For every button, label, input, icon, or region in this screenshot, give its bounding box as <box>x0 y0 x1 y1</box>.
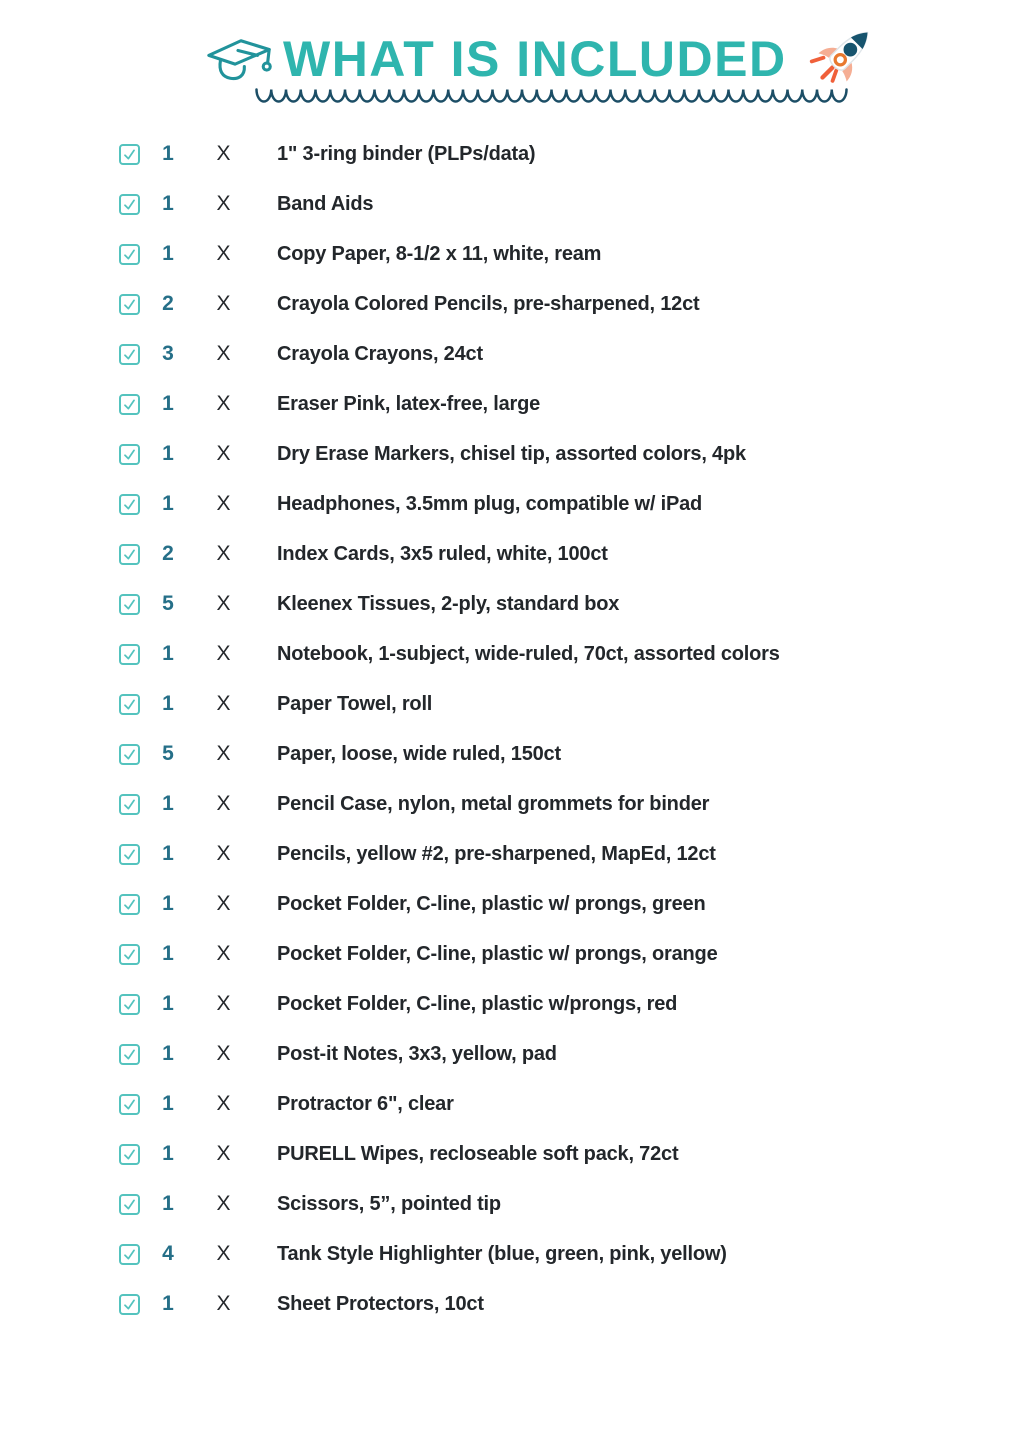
multiply-x: X <box>216 742 231 765</box>
quantity: 4 <box>162 1242 174 1265</box>
item-label: Paper Towel, roll <box>277 692 433 715</box>
checkbox[interactable] <box>119 594 140 615</box>
checkbox[interactable] <box>119 344 140 365</box>
item-label: Dry Erase Markers, chisel tip, assorted colors, 4pk <box>277 442 746 465</box>
item-label: Post-it Notes, 3x3, yellow, pad <box>277 1042 557 1065</box>
item-label: Copy Paper, 8-1/2 x 11, white, ream <box>277 242 602 265</box>
multiply-x: X <box>216 892 231 915</box>
checkbox[interactable] <box>119 1244 140 1265</box>
item-label: Band Aids <box>277 192 374 215</box>
multiply-x: X <box>216 1292 231 1315</box>
item-label: 1" 3-ring binder (PLPs/data) <box>277 142 536 165</box>
list-item <box>119 629 949 679</box>
quantity: 1 <box>162 242 174 265</box>
item-label: Index Cards, 3x5 ruled, white, 100ct <box>277 542 608 565</box>
checkbox[interactable] <box>119 844 140 865</box>
quantity: 1 <box>162 492 174 515</box>
list-item <box>119 1129 949 1179</box>
quantity: 5 <box>162 742 174 765</box>
item-label: Pocket Folder, C-line, plastic w/ prongs, orange <box>277 942 718 965</box>
quantity: 1 <box>162 942 174 965</box>
quantity: 1 <box>162 1092 174 1115</box>
list-item <box>119 1279 949 1329</box>
checkmark-icon <box>122 1197 137 1212</box>
quantity: 1 <box>162 842 174 865</box>
list-item <box>119 979 949 1029</box>
quantity: 2 <box>162 542 174 565</box>
checkmark-icon <box>122 247 137 262</box>
multiply-x: X <box>216 542 231 565</box>
item-label: PURELL Wipes, recloseable soft pack, 72ct <box>277 1142 679 1165</box>
quantity: 1 <box>162 1042 174 1065</box>
item-label: Notebook, 1-subject, wide-ruled, 70ct, assorted colors <box>277 642 780 665</box>
list-item <box>119 1029 949 1079</box>
item-label: Paper, loose, wide ruled, 150ct <box>277 742 561 765</box>
list-item <box>119 1079 949 1129</box>
list-item <box>119 229 949 279</box>
item-label: Crayola Colored Pencils, pre-sharpened, 12ct <box>277 292 700 315</box>
quantity: 1 <box>162 692 174 715</box>
checkmark-icon <box>122 947 137 962</box>
checkbox[interactable] <box>119 894 140 915</box>
checkmark-icon <box>122 647 137 662</box>
checkbox[interactable] <box>119 1094 140 1115</box>
checkbox[interactable] <box>119 544 140 565</box>
quantity: 1 <box>162 792 174 815</box>
multiply-x: X <box>216 1242 231 1265</box>
checkmark-icon <box>122 1247 137 1262</box>
list-item <box>119 1229 949 1279</box>
checkbox[interactable] <box>119 244 140 265</box>
checkbox[interactable] <box>119 1044 140 1065</box>
checkmark-icon <box>122 1297 137 1312</box>
checkmark-icon <box>122 497 137 512</box>
checkbox[interactable] <box>119 444 140 465</box>
multiply-x: X <box>216 592 231 615</box>
item-label: Scissors, 5”, pointed tip <box>277 1192 501 1215</box>
checkmark-icon <box>122 1047 137 1062</box>
quantity: 1 <box>162 892 174 915</box>
item-label: Pocket Folder, C-line, plastic w/ prongs, green <box>277 892 706 915</box>
quantity: 1 <box>162 1142 174 1165</box>
multiply-x: X <box>216 142 231 165</box>
checkmark-icon <box>122 547 137 562</box>
checkbox[interactable] <box>119 194 140 215</box>
list-item <box>119 779 949 829</box>
checkmark-icon <box>122 197 137 212</box>
multiply-x: X <box>216 992 231 1015</box>
list-item <box>119 279 949 329</box>
quantity: 1 <box>162 392 174 415</box>
quantity: 1 <box>162 1292 174 1315</box>
checkmark-icon <box>122 1147 137 1162</box>
quantity: 1 <box>162 192 174 215</box>
multiply-x: X <box>216 1142 231 1165</box>
quantity: 1 <box>162 1192 174 1215</box>
item-label: Protractor 6", clear <box>277 1092 454 1115</box>
checkmark-icon <box>122 147 137 162</box>
multiply-x: X <box>216 1042 231 1065</box>
item-label: Crayola Crayons, 24ct <box>277 342 483 365</box>
list-item <box>119 479 949 529</box>
item-label: Pencils, yellow #2, pre-sharpened, MapEd, 12ct <box>277 842 716 865</box>
item-label: Pocket Folder, C-line, plastic w/prongs, red <box>277 992 678 1015</box>
checkmark-icon <box>122 847 137 862</box>
checkbox[interactable] <box>119 1194 140 1215</box>
quantity: 5 <box>162 592 174 615</box>
list-item <box>119 579 949 629</box>
checkmark-icon <box>122 897 137 912</box>
item-label: Tank Style Highlighter (blue, green, pink, yellow) <box>277 1242 727 1265</box>
checkmark-icon <box>122 997 137 1012</box>
wavy-underline <box>255 87 845 105</box>
list-item <box>119 679 949 729</box>
list-item <box>119 429 949 479</box>
quantity: 1 <box>162 992 174 1015</box>
multiply-x: X <box>216 1192 231 1215</box>
list-item <box>119 379 949 429</box>
checkbox[interactable] <box>119 994 140 1015</box>
checkbox[interactable] <box>119 794 140 815</box>
checkmark-icon <box>122 397 137 412</box>
multiply-x: X <box>216 492 231 515</box>
page-title: WHAT IS INCLUDED <box>283 31 787 87</box>
item-label: Eraser Pink, latex-free, large <box>277 392 541 415</box>
list-item <box>119 129 949 179</box>
checkbox[interactable] <box>119 394 140 415</box>
supply-list <box>119 129 949 1329</box>
list-item <box>119 829 949 879</box>
item-label: Sheet Protectors, 10ct <box>277 1292 484 1315</box>
checkmark-icon <box>122 597 137 612</box>
item-label: Pencil Case, nylon, metal grommets for binder <box>277 792 710 815</box>
list-item <box>119 879 949 929</box>
checkmark-icon <box>122 747 137 762</box>
quantity: 1 <box>162 142 174 165</box>
checkmark-icon <box>122 347 137 362</box>
item-label: Kleenex Tissues, 2-ply, standard box <box>277 592 620 615</box>
checkbox[interactable] <box>119 644 140 665</box>
quantity: 3 <box>162 342 174 365</box>
list-item <box>119 329 949 379</box>
list-item <box>119 179 949 229</box>
checkbox[interactable] <box>119 294 140 315</box>
multiply-x: X <box>216 342 231 365</box>
multiply-x: X <box>216 292 231 315</box>
multiply-x: X <box>216 692 231 715</box>
list-item <box>119 1179 949 1229</box>
multiply-x: X <box>216 942 231 965</box>
checkbox[interactable] <box>119 944 140 965</box>
multiply-x: X <box>216 642 231 665</box>
checkbox[interactable] <box>119 1294 140 1315</box>
checkmark-icon <box>122 1097 137 1112</box>
list-item <box>119 929 949 979</box>
checkbox[interactable] <box>119 694 140 715</box>
checkmark-icon <box>122 697 137 712</box>
checkmark-icon <box>122 447 137 462</box>
checkbox[interactable] <box>119 494 140 515</box>
multiply-x: X <box>216 842 231 865</box>
multiply-x: X <box>216 1092 231 1115</box>
multiply-x: X <box>216 242 231 265</box>
quantity: 1 <box>162 442 174 465</box>
multiply-x: X <box>216 792 231 815</box>
graduation-cap-icon <box>202 32 276 88</box>
quantity: 2 <box>162 292 174 315</box>
checkbox[interactable] <box>119 1144 140 1165</box>
checkbox[interactable] <box>119 744 140 765</box>
checkmark-icon <box>122 297 137 312</box>
checkbox[interactable] <box>119 144 140 165</box>
list-item <box>119 529 949 579</box>
item-label: Headphones, 3.5mm plug, compatible w/ iPad <box>277 492 703 515</box>
checkmark-icon <box>122 797 137 812</box>
multiply-x: X <box>216 392 231 415</box>
quantity: 1 <box>162 642 174 665</box>
multiply-x: X <box>216 192 231 215</box>
list-item <box>119 729 949 779</box>
multiply-x: X <box>216 442 231 465</box>
